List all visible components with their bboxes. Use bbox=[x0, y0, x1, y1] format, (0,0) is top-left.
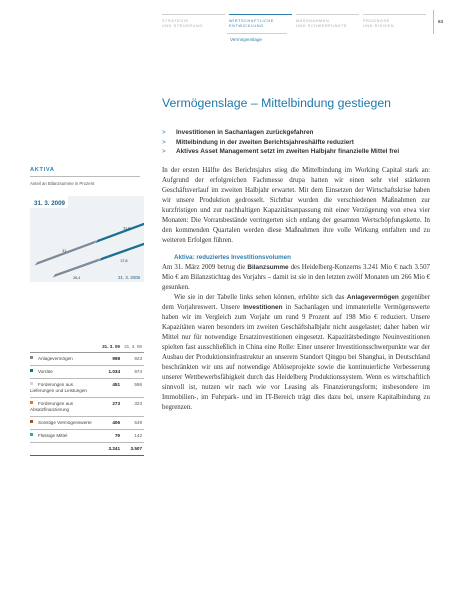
nav-divider bbox=[227, 33, 287, 34]
row-label bbox=[30, 417, 100, 430]
subheading: Aktiva: reduziertes Investitionsvolumen bbox=[174, 254, 291, 261]
nav-item-strategie[interactable] bbox=[162, 14, 225, 30]
sidebar-heading: AKTIVA bbox=[30, 167, 140, 177]
table-row bbox=[30, 430, 144, 443]
value-2009: 998 bbox=[100, 353, 122, 366]
nav-item-prognose[interactable] bbox=[363, 14, 426, 30]
paragraph bbox=[162, 263, 430, 293]
text-run: Am 31. März 2009 betrug die bbox=[162, 264, 248, 271]
table-header-col1: 31. 3. 09 bbox=[100, 341, 122, 353]
section-nav bbox=[162, 14, 430, 30]
value-2008: 596 bbox=[122, 379, 144, 398]
chart-frame bbox=[30, 196, 144, 282]
table-row bbox=[30, 353, 144, 366]
table-row bbox=[30, 398, 144, 417]
table-header-col2: 31. 3. 08 bbox=[122, 341, 144, 353]
row-label-text: Forderungen aus Lieferungen und Leistungen bbox=[30, 382, 87, 393]
assets-table bbox=[30, 341, 144, 456]
body-text bbox=[162, 166, 430, 413]
row-label bbox=[30, 353, 100, 366]
nav-item-massnahmen[interactable] bbox=[296, 14, 359, 30]
row-label bbox=[30, 366, 100, 379]
value-2008: 974 bbox=[122, 366, 144, 379]
table-row bbox=[30, 417, 144, 430]
legend-swatch bbox=[30, 433, 33, 436]
assets-chart bbox=[30, 196, 144, 282]
value-2008: 549 bbox=[122, 417, 144, 430]
total-label bbox=[30, 443, 100, 456]
row-label-text: Forderungen aus Absatzfinanzierung bbox=[30, 401, 73, 412]
table-row bbox=[30, 366, 144, 379]
table-total-row bbox=[30, 443, 144, 456]
legend-swatch bbox=[30, 401, 33, 404]
nav-item-wirtschaftliche-entwicklung[interactable] bbox=[229, 14, 292, 30]
value-2008: 323 bbox=[122, 398, 144, 417]
paragraph: In der ersten Hälfte des Berichtsjahrs stieg die Mittelbindung im Working Capital stark an: Aufgrund der erfolgreichen Fachmesse drupa hatten wir einen sehr viel stärkeren Geschäftsverlauf im zweiten Halbjahr erwartet. Mit dem Einsetzen der Wirtschaftskrise haben wir unsere Produktion gedrosselt. Sichtbar wurden die verschiedenen Maßnahmen zur kurzfristigen und zur nachhaltigen Kapazitätsanpassung mit einer Verzögerung von etwa vier Monaten: Die Vorratsbestände verringerten sich entlang der gesamten Wertschöpfungskette. In den kommenden Quartalen werden diese Maßnahmen ihre volle Wirkung entfalten und zu weiteren Erfolgen führen. bbox=[162, 167, 430, 244]
nav-subsection-vermoegenslage[interactable]: Vermögenslage bbox=[230, 37, 262, 42]
summary-item: > Investitionen in Sachanlagen zurückgefahren bbox=[162, 128, 442, 138]
row-label bbox=[30, 379, 100, 398]
nav-label: ENTWICKLUNG bbox=[229, 24, 264, 29]
legend-swatch bbox=[30, 382, 33, 385]
term-bilanzsumme: Bilanzsumme bbox=[247, 264, 289, 271]
nav-label: UND STEUERUNG bbox=[162, 24, 203, 29]
total-2009: 3.241 bbox=[100, 443, 122, 456]
chart-data-label: 27,8 bbox=[120, 259, 128, 264]
nav-label: MASSNAHMEN bbox=[296, 19, 330, 23]
value-2009: 79 bbox=[100, 430, 122, 443]
value-2009: 1.034 bbox=[100, 366, 122, 379]
chart-data-label: 31,6 bbox=[123, 226, 131, 231]
page-number: 63 bbox=[438, 19, 444, 24]
legend-swatch bbox=[30, 420, 33, 423]
assets-chart-svg bbox=[30, 196, 144, 306]
row-label bbox=[30, 430, 100, 443]
text-run: des Heidelberg-Konzerns 3.241 Mio € nach 3.507 Mio € am Bilanzstichtag des Vorjahrs – damit ist sie in den letzten zwölf Monaten um 266 Mio € gesunken. bbox=[162, 264, 430, 291]
chart-label-2008: 31. 3. 2008 bbox=[118, 275, 140, 280]
page-title: Vermögenslage – Mittelbindung gestiegen bbox=[162, 96, 392, 110]
value-2008: 142 bbox=[122, 430, 144, 443]
sidebar-subheading: Anteil an Bilanzsumme in Prozent bbox=[30, 181, 95, 186]
row-label-text: Flüssige Mittel bbox=[38, 433, 68, 438]
nav-label: WIRTSCHAFTLICHE bbox=[229, 19, 275, 23]
legend-swatch bbox=[30, 356, 33, 359]
nav-label: PROGNOSE bbox=[363, 19, 390, 23]
text-run: in Sachanlagen und immaterielle Vermögenswerte haben wir im Vergleich zum Vorjahr um rund 9 Prozent auf 198 Mio € reduziert. Unsere Kapazitäten waren besonders im zweiten Geschäftshalbjahr nicht ausgelastet; daher haben wir Mittel nur für notwendige Ersatzinvestitionen eingesetzt. Kapazitätsbedingte Neuinvestitionen spielten fast ausschließlich in China eine Rolle: Einer unserer Investitionsschwerpunkte war der Ausbau der Produktionsinfrastruktur an unserem Standort Qingpu bei Shanghai, in Deutschland beschränkten wir uns auf notwendige Ablöseprojekte sowie die kontinuierliche Verbesserung unserer Wettbewerbsfähigkeit durch das Heidelberg Produktionssystem. Wenn es wirtschaftlich sinnvoll ist, nutzen wir nach wie vor Leasing als Finanzierungsform; insbesondere im Immobilien-, im Fuhrpark- und im IT-Bereich trägt dies dazu bei, unsere Kapitalbindung zu begrenzen. bbox=[162, 304, 430, 411]
term-investitionen: Investitionen bbox=[243, 304, 283, 311]
term-anlagevermoegen: Anlagevermögen bbox=[346, 294, 399, 301]
value-2009: 273 bbox=[100, 398, 122, 417]
chart-data-label: 31 bbox=[62, 248, 67, 253]
nav-label: UND RISIKEN bbox=[363, 24, 395, 29]
nav-label: STRATEGIE bbox=[162, 19, 189, 23]
table-header-row bbox=[30, 341, 144, 353]
nav-label: UND SCHWERPUNKTE bbox=[296, 24, 348, 29]
page-divider bbox=[433, 10, 434, 34]
row-label-text: Vorräte bbox=[38, 369, 53, 374]
value-2008: 923 bbox=[122, 353, 144, 366]
text-run: Wie sie in der Tabelle links sehen können, erhöhte sich das bbox=[174, 294, 347, 301]
summary-item: > Aktives Asset Management setzt im zweiten Halbjahr finanzielle Mittel frei bbox=[162, 147, 442, 157]
text-run: gegenüber dem Vorjahreswert. Unsere bbox=[162, 294, 431, 311]
row-label bbox=[30, 398, 100, 417]
total-2008: 3.507 bbox=[122, 443, 144, 456]
summary-item: > Mittelbindung in der zweiten Berichtsjahreshälfte reduziert bbox=[162, 138, 442, 148]
row-label-text: Anlagevermögen bbox=[38, 356, 73, 361]
value-2009: 406 bbox=[100, 417, 122, 430]
paragraph bbox=[162, 293, 430, 413]
chart-data-label: 26,4 bbox=[73, 275, 81, 280]
summary-list bbox=[162, 128, 442, 157]
value-2009: 451 bbox=[100, 379, 122, 398]
table-header-label bbox=[30, 341, 100, 353]
chart-label-2009: 31. 3. 2009 bbox=[34, 200, 65, 207]
row-label-text: Sonstige Vermögenswerte bbox=[38, 420, 92, 425]
legend-swatch bbox=[30, 369, 33, 372]
table-row bbox=[30, 379, 144, 398]
